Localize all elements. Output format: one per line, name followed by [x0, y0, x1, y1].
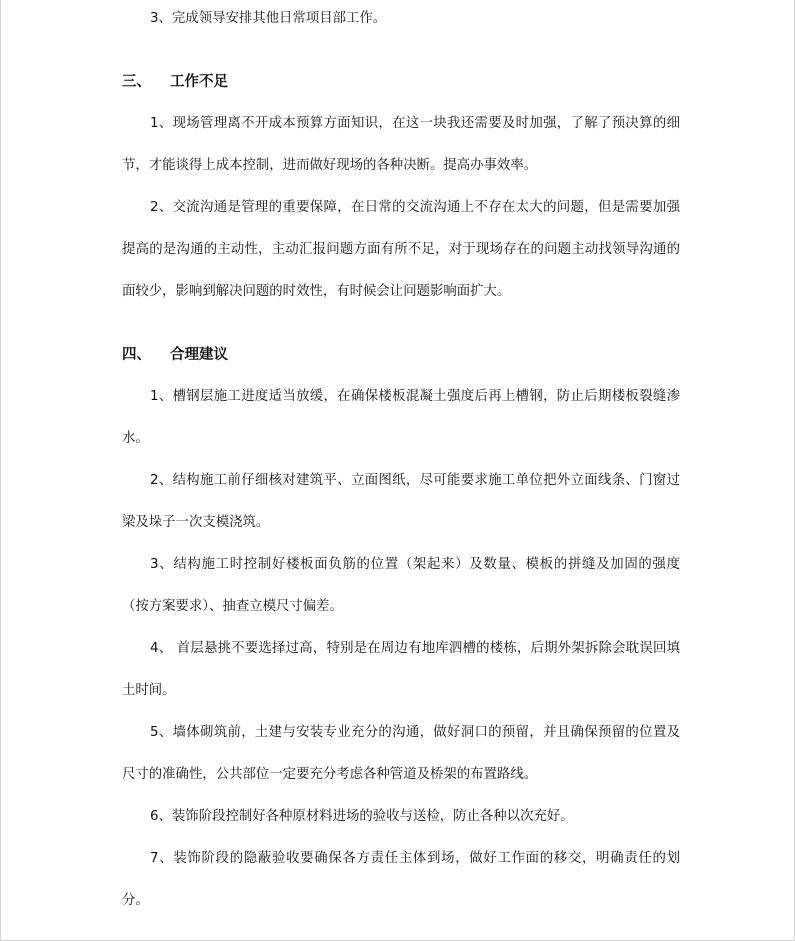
section4-paragraph-6: 6、装饰阶段控制好各种原材料进场的验收与送检，防止各种以次充好。	[150, 809, 574, 824]
section3-paragraph-1: 1、现场管理离不开成本预算方面知识，在这一块我还需要及时加强，了解了预决算的细节，才能谈得上成本控制，进而做好现场的各种决断。提高办事效率。	[122, 116, 680, 173]
section4-paragraph-2: 2、结构施工前仔细核对建筑平、立面图纸，尽可能要求施工单位把外立面线条、门窗过梁及垛子一次支模浇筑。	[122, 473, 680, 530]
section4-paragraph-4: 4、 首层悬挑不要选择过高，特别是在周边有地库泗槽的楼栋，后期外架拆除会耽误回填土时间。	[122, 641, 680, 698]
section-title: 工作不足	[170, 74, 228, 90]
section4-paragraph-7: 7、装饰阶段的隐蔽验收要确保各方责任主体到场，做好工作面的移交，明确责任的划分。	[122, 851, 680, 908]
section4-paragraph-1: 1、槽钢层施工进度适当放缓，在确保楼板混凝土强度后再上槽钢，防止后期楼板裂缝渗水。	[122, 389, 680, 446]
section-title: 合理建议	[170, 347, 228, 363]
intro-paragraph-3: 3、完成领导安排其他日常项目部工作。	[150, 11, 387, 26]
spacer	[122, 313, 680, 334]
section-heading-4	[122, 334, 680, 376]
section-number: 四、	[122, 347, 151, 363]
section4-paragraph-3: 3、结构施工时控制好楼板面负筋的位置（架起来）及数量、模板的拼缝及加固的强度（按方案要求）、抽查立模尺寸偏差。	[122, 557, 680, 614]
spacer	[122, 40, 680, 61]
document-body	[122, 0, 680, 922]
section3-paragraph-2: 2、交流沟通是管理的重要保障，在日常的交流沟通上不存在太大的问题，但是需要加强提高的是沟通的主动性，主动汇报问题方面有所不足，对于现场存在的问题主动找领导沟通的面较少，影响到解决问题的时效性，有时候会让问题影响面扩大。	[122, 200, 680, 299]
section4-paragraph-5: 5、墙体砌筑前，土建与安装专业充分的沟通，做好洞口的预留，并且确保预留的位置及尺寸的准确性，公共部位一定要充分考虑各种管道及桥架的布置路线。	[122, 725, 680, 782]
section-number: 三、	[122, 74, 151, 90]
section-heading-3	[122, 61, 680, 103]
